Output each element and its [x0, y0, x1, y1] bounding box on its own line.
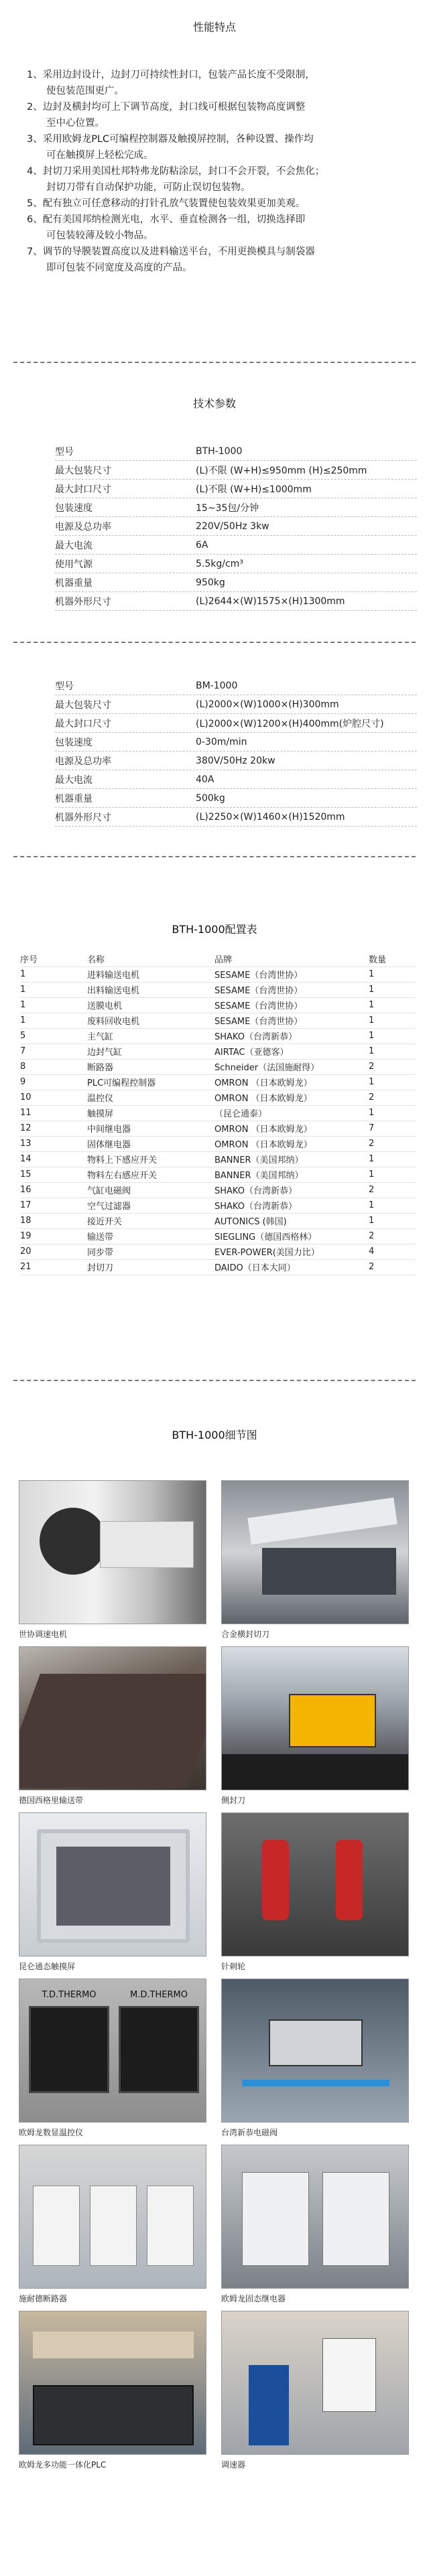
table-cell: SESAME（台湾世协）: [214, 971, 303, 981]
table-cell: SIEGLING（德国西格林）: [214, 1232, 317, 1242]
table-cell: 1: [369, 985, 375, 995]
spec-key: 型号: [55, 681, 74, 692]
table-cell: 2: [369, 1262, 375, 1272]
divider: [13, 856, 416, 857]
table-cell: DAIDO（日本大同）: [214, 1263, 296, 1273]
bom-header-cell: 序号: [20, 954, 38, 965]
spec-row: [55, 573, 417, 592]
table-cell: 15: [20, 1169, 32, 1179]
table-cell: 1: [369, 1200, 375, 1210]
feature-line: 7、调节的导膜装置高度以及进料输送平台，不用更换模具与制袋器: [27, 246, 315, 257]
gallery-item: [19, 1480, 206, 1639]
table-row: [20, 967, 416, 982]
table-cell: 18: [20, 1216, 32, 1226]
bom-header-cell: 品牌: [214, 954, 233, 965]
feature-line: 至中心位置。: [27, 118, 105, 129]
table-cell: 1: [369, 969, 375, 979]
spec-block-bth: [55, 442, 417, 611]
table-row: [20, 1213, 416, 1228]
table-cell: 1: [20, 969, 26, 979]
blade-icon: [221, 1480, 409, 1624]
spec-row: [55, 555, 417, 573]
table-cell: 1: [369, 1169, 375, 1179]
feature-line: 3、采用欧姆龙PLC可编程控制器及触摸屏控制，各种设置、操作均: [27, 134, 314, 145]
gallery-caption: 针刺轮: [221, 1962, 246, 1971]
table-cell: 1: [20, 985, 26, 995]
spec-value: (L)2644×(W)1575×(H)1300mm: [196, 595, 345, 607]
spec-key: 电源及总功率: [55, 756, 111, 767]
spec-key: 电源及总功率: [55, 521, 111, 532]
side-sealer-icon: [221, 1646, 409, 1790]
table-row: [20, 1028, 416, 1044]
table-cell: 1: [20, 1000, 26, 1010]
touchscreen-icon: [19, 1812, 206, 1956]
gallery-caption: 德国西格里输送带: [19, 1796, 84, 1805]
gallery-caption: 合金横封切刀: [221, 1630, 270, 1639]
spec-row: [55, 536, 417, 555]
spec-row: [55, 517, 417, 536]
table-cell: 21: [20, 1262, 32, 1272]
spec-value: 0-30m/min: [196, 736, 247, 747]
table-row: [20, 1090, 416, 1105]
spec-key: 最大电流: [55, 774, 93, 786]
temp-label: M.D.THERMO: [130, 1990, 188, 2000]
spec-key: 型号: [55, 446, 74, 457]
table-cell: （昆仑通泰）: [214, 1109, 267, 1119]
table-cell: 1: [369, 1031, 375, 1041]
spec-key: 最大封口尺寸: [55, 718, 111, 729]
speed-controller-icon: [221, 2311, 409, 2455]
table-cell: 物料上下感应开关: [87, 1155, 158, 1165]
feature-line: 封切刀带有自动保护功能，可防止误切包装物。: [27, 182, 251, 193]
spec-row: [55, 480, 417, 498]
table-cell: SESAME（台湾世协）: [214, 1001, 303, 1011]
table-cell: OMRON （日本欧姆龙）: [214, 1094, 312, 1104]
gallery-item: [221, 1646, 409, 1805]
spec-value: 500kg: [196, 792, 225, 804]
table-cell: 中间继电器: [87, 1125, 131, 1135]
table-cell: 固体继电器: [87, 1140, 131, 1150]
table-cell: 11: [20, 1108, 32, 1118]
gallery-caption: 欧姆龙多功能一体化PLC: [19, 2460, 107, 2470]
feature-line: 即可包装不同宽度及高度的产品。: [27, 263, 192, 273]
table-cell: 7: [20, 1046, 26, 1056]
table-row: [20, 1059, 416, 1074]
table-cell: 1: [369, 1154, 375, 1164]
table-cell: AUTONICS (韩国): [214, 1217, 287, 1227]
spec-block-bm: [55, 676, 417, 827]
feature-line: 使包装范围更广。: [27, 86, 124, 96]
gallery-item: [221, 2145, 409, 2303]
table-cell: 空气过滤器: [87, 1202, 131, 1212]
table-cell: 7: [369, 1123, 375, 1133]
table-row: [20, 1198, 416, 1213]
table-row: [20, 1013, 416, 1028]
spec-row: [55, 461, 417, 480]
table-cell: 20: [20, 1246, 32, 1257]
spec-key: 使用气源: [55, 559, 93, 570]
gallery-caption: 昆仑通态触摸屏: [19, 1962, 76, 1971]
gallery-caption: 施耐德断路器: [19, 2294, 68, 2303]
spec-key: 机器外形尺寸: [55, 812, 111, 823]
relay-icon: [221, 2145, 409, 2289]
table-cell: 触摸屏: [87, 1109, 114, 1119]
table-cell: 1: [369, 1077, 375, 1087]
table-cell: 2: [369, 1139, 375, 1149]
table-cell: 1: [20, 1015, 26, 1025]
breaker-icon: [19, 2145, 206, 2289]
table-cell: 同步带: [87, 1248, 114, 1258]
plc-icon: [19, 2311, 206, 2455]
table-cell: 气缸电磁阀: [87, 1186, 131, 1196]
table-cell: SESAME（台湾世协）: [214, 1017, 303, 1027]
table-cell: SESAME（台湾世协）: [214, 986, 303, 996]
table-cell: SHAKO（台湾新恭）: [214, 1186, 297, 1196]
table-cell: 8: [20, 1062, 26, 1072]
spec-value: (L)2250×(W)1460×(H)1520mm: [196, 811, 345, 822]
belt-icon: [19, 1646, 206, 1790]
bom-header-row: [20, 951, 416, 967]
gallery-caption: 调速器: [221, 2460, 246, 2470]
bom-title: BTH-1000配置表: [172, 923, 257, 936]
table-cell: BANNER（美国邦纳）: [214, 1155, 304, 1165]
spec-row: [55, 676, 417, 695]
gallery-item: [221, 1812, 409, 1971]
table-cell: 封切刀: [87, 1263, 114, 1273]
spec-row: [55, 592, 417, 611]
feature-line: 1、采用边封设计，边封刀可持续性封口，包装产品长度不受限制，: [27, 70, 315, 80]
feature-line: 5、配有独立可任意移动的打针孔放气装置使包装效果更加美观。: [27, 198, 306, 209]
temp-controller-icon: [19, 1979, 206, 2123]
table-row: [20, 1182, 416, 1198]
table-row: [20, 1121, 416, 1136]
gallery-caption: 侧封刀: [221, 1796, 246, 1805]
table-cell: 12: [20, 1123, 32, 1133]
feature-line: 4、封切刀采用美国杜邦特弗龙防粘涂层，封口不会开裂，不会焦化；: [27, 166, 325, 177]
table-row: [20, 1136, 416, 1151]
table-cell: 断路器: [87, 1063, 114, 1073]
gallery-item: [19, 1979, 206, 2137]
table-row: [20, 997, 416, 1013]
table-cell: 4: [369, 1246, 375, 1257]
gallery-caption: 欧姆龙数显温控仪: [19, 2128, 84, 2137]
feature-line: 6、配有美国邦纳检测光电，水平、垂直检测各一组，切换选择即: [27, 214, 306, 225]
table-cell: 19: [20, 1231, 32, 1241]
table-cell: OMRON （日本欧姆龙）: [214, 1140, 312, 1150]
table-row: [20, 1151, 416, 1167]
table-cell: 1: [369, 1015, 375, 1025]
table-cell: 温控仪: [87, 1094, 114, 1104]
spec-row: [55, 442, 417, 461]
solenoid-valve-icon: [221, 1979, 409, 2123]
table-cell: BANNER（美国邦纳）: [214, 1171, 304, 1181]
gallery-item: [221, 2311, 409, 2470]
table-row: [20, 1074, 416, 1090]
table-cell: 2: [369, 1062, 375, 1072]
table-cell: 2: [369, 1092, 375, 1102]
table-cell: 输送带: [87, 1232, 114, 1242]
table-cell: 2: [369, 1231, 375, 1241]
table-row: [20, 1167, 416, 1182]
pin-wheel-icon: [221, 1812, 409, 1956]
table-row: [20, 1105, 416, 1121]
spec-key: 最大封口尺寸: [55, 484, 111, 495]
gallery-item: [221, 1480, 409, 1639]
spec-value: 15~35包/分钟: [196, 502, 259, 514]
table-cell: 出料输送电机: [87, 986, 140, 996]
spec-key: 最大电流: [55, 540, 93, 551]
gallery-caption: 世协调速电机: [19, 1630, 68, 1639]
divider: [13, 642, 416, 643]
spec-key: 最大包装尺寸: [55, 699, 111, 711]
table-cell: 1: [369, 1108, 375, 1118]
table-cell: 17: [20, 1200, 32, 1210]
table-row: [20, 1244, 416, 1259]
spec-value: (L)不限 (W+H)≤1000mm: [196, 484, 312, 495]
spec-row: [55, 808, 417, 827]
spec-value: 5.5kg/cm³: [196, 558, 243, 569]
feature-line: 可包装较薄及较小物品。: [27, 230, 154, 241]
features-list: [27, 67, 416, 276]
table-cell: 进料输送电机: [87, 971, 140, 981]
table-cell: OMRON （日本欧姆龙）: [214, 1125, 312, 1135]
gallery-item: [19, 1812, 206, 1971]
spec-row: [55, 733, 417, 752]
gallery-caption: 台湾新恭电磁阀: [221, 2128, 278, 2137]
table-cell: 接近开关: [87, 1217, 123, 1227]
spec-key: 最大包装尺寸: [55, 465, 111, 476]
feature-line: 2、边封及横封均可上下调节高度，封口线可根据包装物高度调整: [27, 102, 306, 113]
table-cell: 2: [369, 1185, 375, 1195]
spec-key: 机器重量: [55, 793, 93, 804]
gallery-item: [19, 1646, 206, 1805]
table-cell: 送膜电机: [87, 1001, 123, 1011]
spec-value: 950kg: [196, 577, 225, 588]
spec-key: 机器外形尺寸: [55, 596, 111, 607]
spec-row: [55, 498, 417, 517]
spec-value: 6A: [196, 539, 208, 551]
table-row: [20, 1044, 416, 1059]
spec-value: (L)2000×(W)1200×(H)400mm(炉腔尺寸): [196, 718, 384, 729]
table-cell: 废料回收电机: [87, 1017, 140, 1027]
gallery-item: [221, 1979, 409, 2137]
spec-key: 包装速度: [55, 502, 93, 514]
table-cell: 主气缸: [87, 1032, 114, 1042]
bom-table: [20, 951, 416, 1275]
table-cell: 10: [20, 1092, 32, 1102]
spec-value: BTH-1000: [196, 445, 243, 457]
motor-icon: [19, 1480, 206, 1624]
table-cell: OMRON （日本欧姆龙）: [214, 1078, 312, 1088]
table-cell: 边封气缸: [87, 1048, 123, 1058]
table-cell: 1: [369, 1000, 375, 1010]
spec-row: [55, 752, 417, 770]
feature-line: 可在触摸屏上轻松完成。: [27, 150, 154, 161]
table-cell: Schneider（法国施耐得）: [214, 1063, 320, 1073]
spec-row: [55, 714, 417, 733]
spec-value: 380V/50Hz 20kw: [196, 755, 275, 766]
table-cell: 5: [20, 1031, 26, 1041]
spec-key: 机器重量: [55, 577, 93, 589]
gallery-item: [19, 2145, 206, 2303]
table-cell: SHAKO（台湾新恭）: [214, 1202, 297, 1212]
bom-header-cell: 数量: [369, 954, 387, 965]
table-cell: EVER-POWER(美国力比）: [214, 1248, 320, 1258]
table-cell: 14: [20, 1154, 32, 1164]
spec-value: (L)不限 (W+H)≤950mm (H)≤250mm: [196, 465, 367, 476]
features-title: 性能特点: [192, 21, 236, 33]
table-cell: PLC可编程控制器: [87, 1078, 156, 1088]
table-row: [20, 1228, 416, 1244]
spec-row: [55, 789, 417, 808]
gallery-caption: 欧姆龙固态继电器: [221, 2294, 286, 2303]
table-cell: 16: [20, 1185, 32, 1195]
spec-value: 220V/50Hz 3kw: [196, 520, 269, 532]
table-row: [20, 982, 416, 997]
spec-value: (L)2000×(W)1000×(H)300mm: [196, 699, 339, 710]
spec-row: [55, 695, 417, 714]
divider: [13, 1380, 416, 1381]
bom-header-cell: 名称: [87, 954, 105, 965]
table-cell: 物料左右感应开关: [87, 1171, 158, 1181]
table-cell: 13: [20, 1139, 32, 1149]
gallery-item: [19, 2311, 206, 2470]
spec-key: 包装速度: [55, 737, 93, 748]
gallery-title: BTH-1000细节图: [172, 1429, 257, 1441]
table-cell: SHAKO（台湾新恭）: [214, 1032, 297, 1042]
specs-title: 技术参数: [192, 397, 236, 410]
table-cell: 1: [369, 1216, 375, 1226]
table-cell: AIRTAC（亚德客）: [214, 1048, 289, 1058]
table-row: [20, 1259, 416, 1275]
spec-value: 40A: [196, 774, 214, 785]
table-cell: 9: [20, 1077, 26, 1087]
spec-value: BM-1000: [196, 680, 238, 691]
divider: [13, 362, 416, 363]
table-cell: 1: [369, 1046, 375, 1056]
temp-label: T.D.THERMO: [42, 1990, 97, 2000]
spec-row: [55, 770, 417, 789]
